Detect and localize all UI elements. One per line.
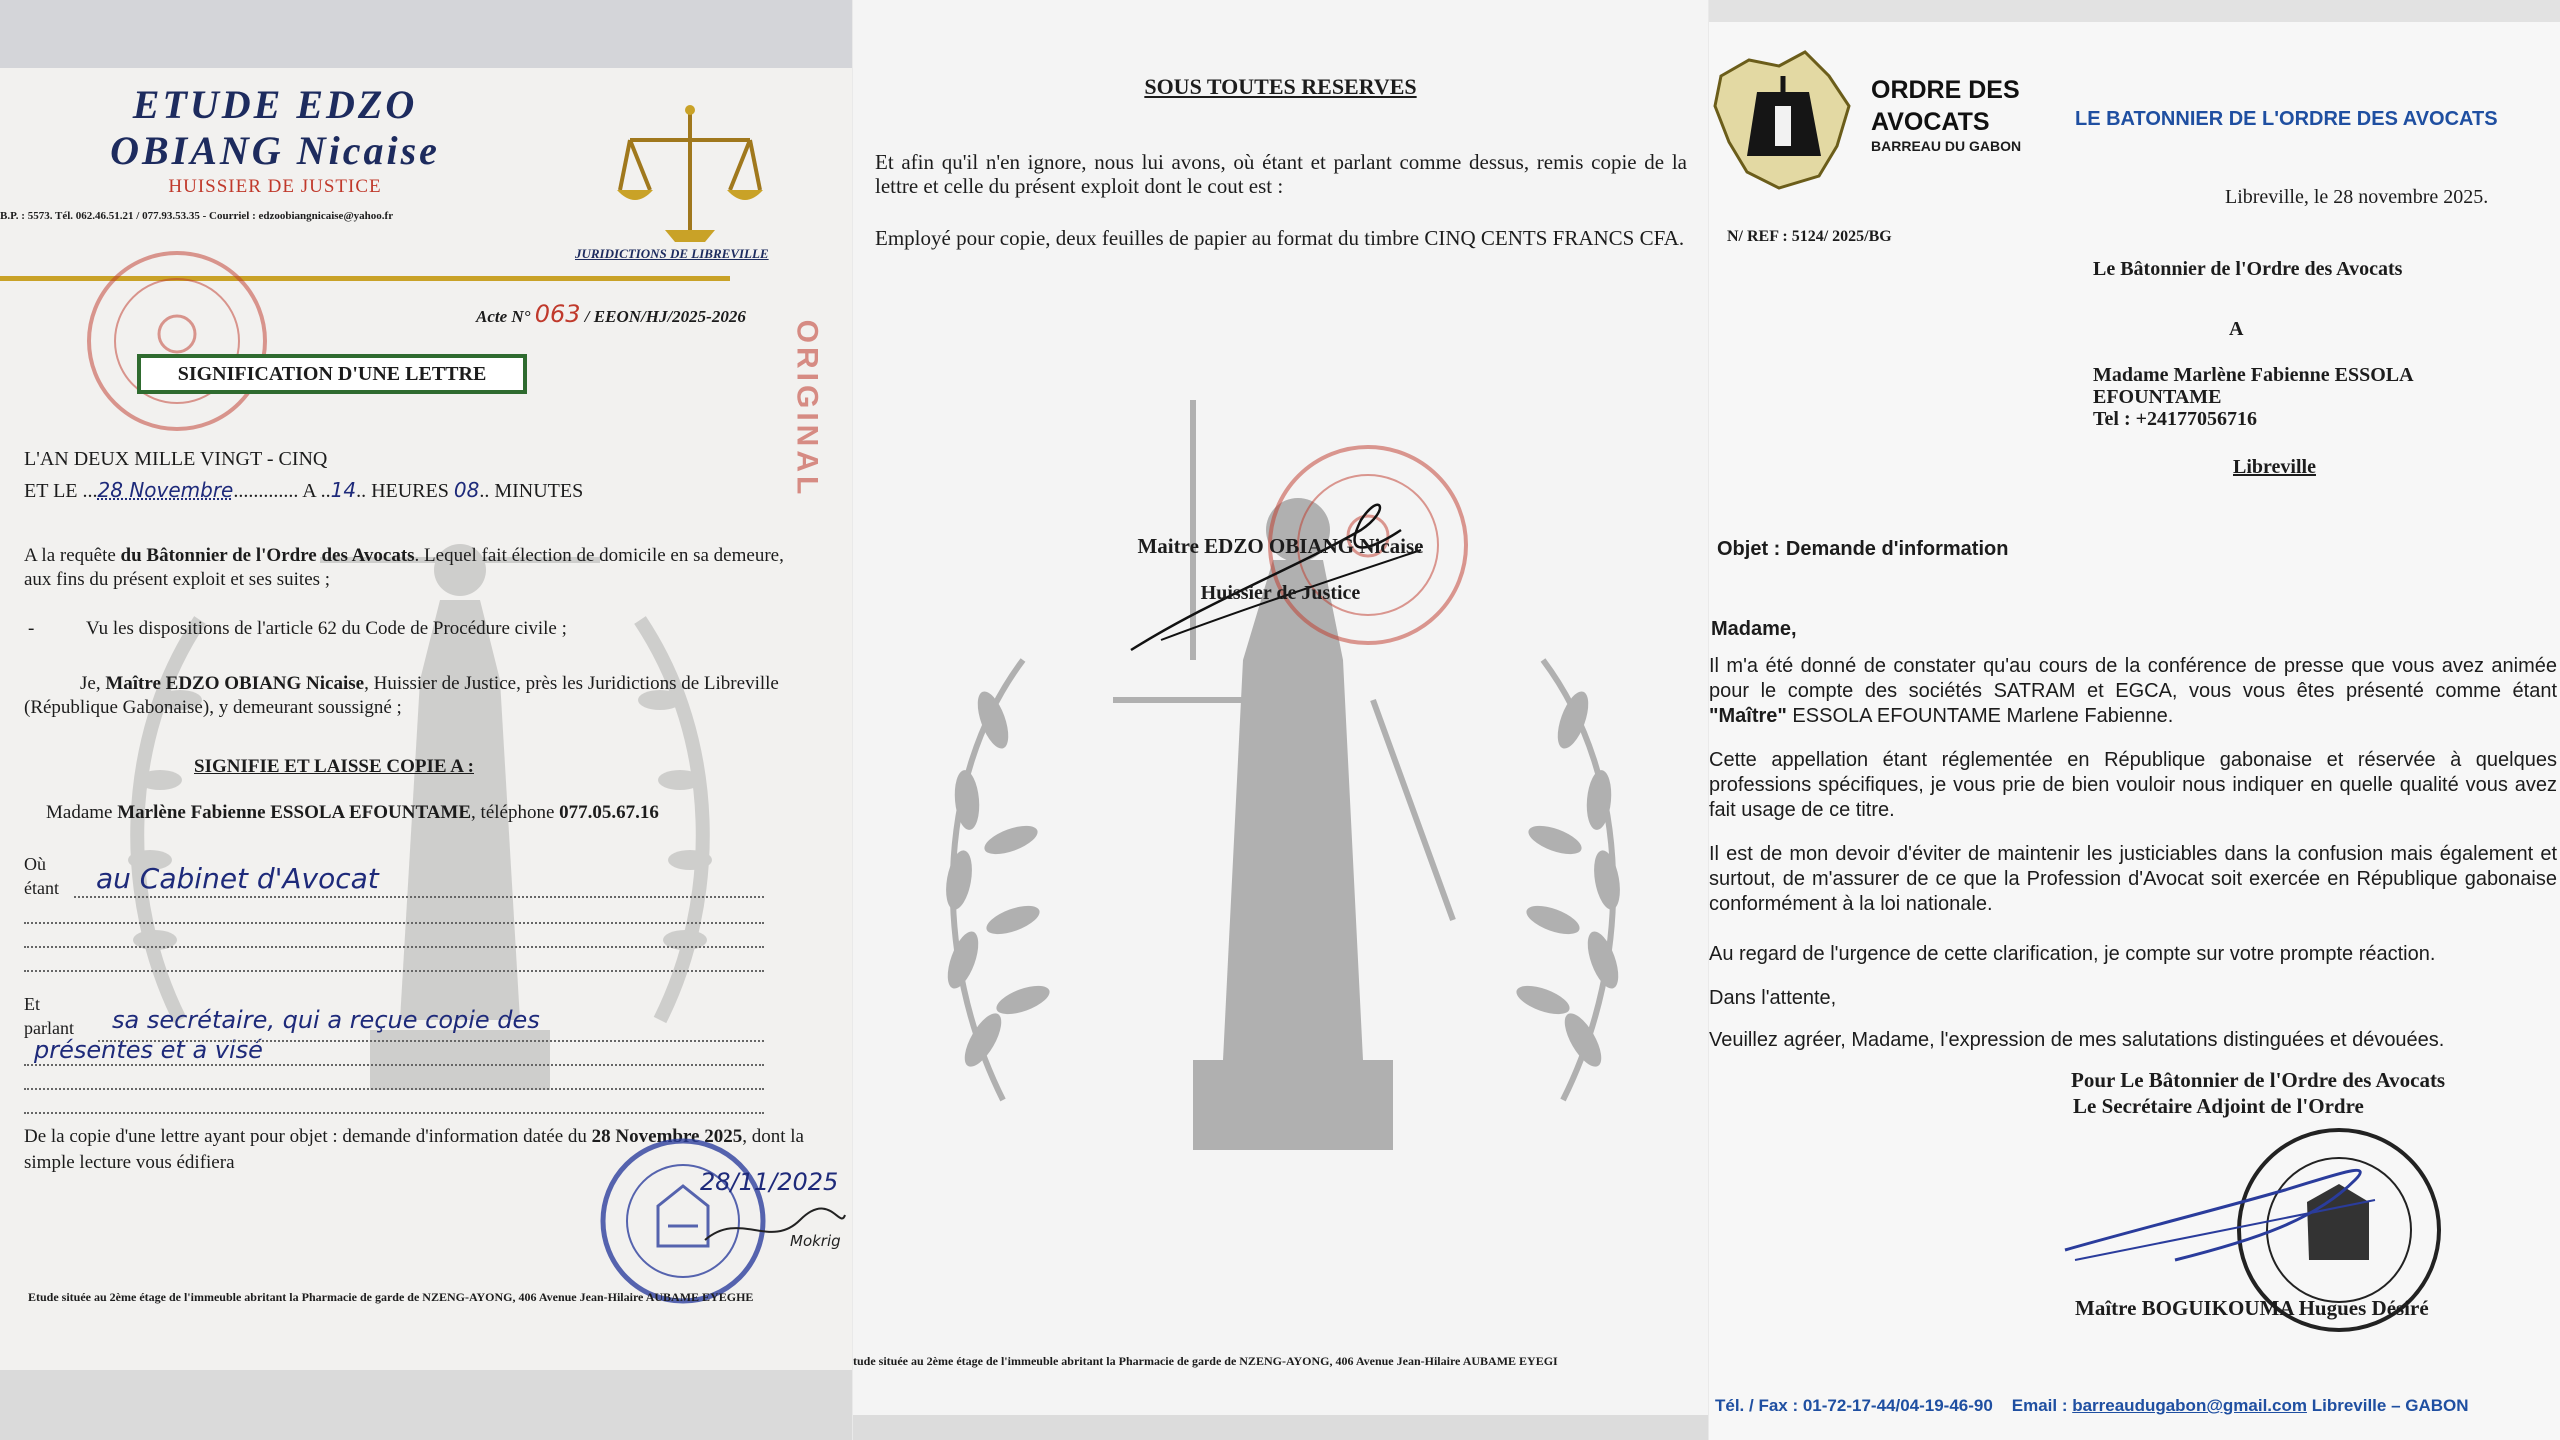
recipient-text-a: Madame	[46, 802, 118, 823]
parlant-label: parlant	[24, 1018, 74, 1038]
original-stamp-text: ORIGINAL	[790, 319, 824, 499]
acte-label: Acte N°	[476, 307, 531, 326]
letterhead-title: LE BATONNIER DE L'ORDRE DES AVOCATS	[2075, 108, 2498, 130]
visa-signature-icon	[700, 1200, 850, 1260]
requete-text-b: du Bâtonnier de l'Ordre des Avocats	[120, 545, 415, 566]
signifie-heading: SIGNIFIE ET LAISSE COPIE A :	[194, 756, 474, 777]
document-title-box: SIGNIFICATION D'UNE LETTRE	[137, 354, 527, 394]
visa-signature-text: Mokrig	[790, 1232, 841, 1250]
red-round-stamp	[82, 246, 272, 436]
scales-logo-icon	[615, 100, 765, 250]
letter-paragraph-1	[1709, 654, 2557, 729]
recipient-phone: 077.05.67.16	[559, 802, 659, 823]
signer-name: Maitre EDZO OBIANG Nicaise	[1137, 534, 1424, 558]
bar-letter-page	[1709, 0, 2560, 1440]
dotted-line	[24, 1088, 764, 1090]
requete-text-a: A la requête	[24, 545, 121, 566]
original-stamp	[765, 319, 825, 499]
reserves-page	[853, 0, 1708, 1440]
bar-association-logo-icon	[1709, 46, 1859, 196]
article-reference: Vu les dispositions de l'article 62 du Code de Procédure civile ;	[86, 618, 567, 639]
letter-p1-a: Il m'a été donné de constater qu'au cours de la conférence de presse que vous avez animée pour le compte des sociétés SATRAM et EGCA, vous vous êtes présenté comme étant	[1709, 655, 2557, 702]
footer-email-label: Email :	[2011, 1396, 2073, 1415]
batonnier-signature-icon	[2055, 1150, 2385, 1270]
letter-paragraph-6: Veuillez agréer, Madame, l'expression de mes salutations distinguées et dévouées.	[1709, 1029, 2445, 1051]
year-line: L'AN DEUX MILLE VINGT - CINQ	[24, 448, 328, 470]
dotted-line	[74, 896, 764, 898]
bullet-dash: -	[28, 618, 35, 639]
reserves-paragraph-1: Et afin qu'il n'en ignore, nous lui avons, où étant et parlant comme dessus, remis copie de la lettre et celle du présent exploit dont le cout est :	[875, 150, 1687, 198]
bailiff-text-c: , Huissier de Justice, près les Juridictions de Libreville (République Gabonaise), y demeurant soussigné ;	[24, 673, 779, 718]
date-line: ET LE ...28 Novembre............. A ..14.. HEURES 08.. MINUTES	[24, 478, 584, 502]
jurisdiction-label: JURIDICTIONS DE LIBREVILLE	[575, 246, 769, 261]
reserves-paragraph-2: Employé pour copie, deux feuilles de papier au format du timbre CINQ CENTS FRANCS CFA.	[875, 226, 1685, 250]
requete-text-c: . Lequel fait élection de domicile en sa demeure, aux fins du présent exploit et ses suites ;	[24, 545, 784, 590]
recipient-phone: Tel : +24177056716	[2093, 408, 2257, 430]
scan-margin	[853, 1415, 1708, 1440]
dotted-line	[98, 1040, 764, 1042]
to-marker: A	[2229, 318, 2244, 340]
et-label: Et	[24, 994, 40, 1014]
etant-handwritten: au Cabinet d'Avocat	[96, 862, 379, 895]
recipient-name-line2: EFOUNTAME	[2093, 386, 2222, 408]
org-name-line2: AVOCATS	[1871, 108, 1990, 136]
dotted-line	[24, 970, 764, 972]
dotted-line	[24, 922, 764, 924]
copie-text-c: , dont la simple lecture vous édifiera	[24, 1126, 804, 1173]
acte-reference: / EEON/HJ/2025-2026	[584, 307, 746, 326]
ou-label: Où	[24, 854, 46, 874]
bailiff-signature-icon	[1121, 490, 1441, 660]
copie-text-a: De la copie d'une lettre ayant pour objet : demande d'information datée du	[24, 1126, 592, 1147]
signature-block-line2: Le Secrétaire Adjoint de l'Ordre	[2073, 1094, 2364, 1118]
org-bar-label: BARREAU DU GABON	[1871, 138, 2022, 154]
letter-paragraph-4: Au regard de l'urgence de cette clarification, je compte sur votre prompte réaction.	[1709, 943, 2436, 965]
letter-paragraph-3: Il est de mon devoir d'éviter de maintenir les justiciables dans la confusion mais également et surtout, de m'assurer de ce que la Profession d'Avocat soit exercée en République gabonaise conformément à la loi nationale.	[1709, 843, 2557, 915]
recipient-city: Libreville	[2233, 456, 2316, 478]
date-prefix: ET LE	[24, 480, 78, 502]
copie-date: 28 Novembre 2025	[591, 1126, 743, 1147]
letter-object: Objet : Demande d'information	[1717, 538, 2009, 560]
firm-name	[0, 82, 550, 174]
signature-block-line1: Pour Le Bâtonnier de l'Ordre des Avocats	[2071, 1068, 2446, 1092]
place-date: Libreville, le 28 novembre 2025.	[2225, 186, 2489, 208]
footer-tel: Tél. / Fax : 01-72-17-44/04-19-46-90	[1715, 1396, 1993, 1415]
recipient-line	[46, 802, 659, 824]
footer-email-link[interactable]: barreaudugabon@gmail.com	[2072, 1396, 2307, 1415]
scan-margin	[0, 0, 852, 68]
date-handwritten: 28 Novembre	[97, 478, 234, 502]
signification-page	[0, 0, 852, 1440]
bailiff-paragraph	[24, 672, 804, 720]
minute-label: MINUTES	[494, 480, 584, 502]
dotted-line	[24, 946, 764, 948]
parlant-handwritten-2: présentes et a visé	[34, 1036, 263, 1064]
firm-contact: B.P. : 5573. Tél. 062.46.51.21 / 077.93.53.35 - Courriel : edzoobiangnicaise@yahoo.fr	[0, 210, 394, 222]
bailiff-text-b: Maître EDZO OBIANG Nicaise	[105, 673, 365, 694]
etant-label: étant	[24, 878, 59, 898]
scan-margin	[1709, 0, 2560, 22]
reference-number: N/ REF : 5124/ 2025/BG	[1727, 228, 1892, 245]
firm-name-line2: OBIANG Nicaise	[110, 128, 440, 173]
letter-paragraph-2: Cette appellation étant réglementée en République gabonaise et réservée à quelques professions spécifiques, je vous prie de bien vouloir nous indiquer en quelle qualité vous avez fait usage de ce titre.	[1709, 749, 2557, 821]
acte-number: 063	[534, 300, 581, 328]
recipient-name: Marlène Fabienne ESSOLA EFOUNTAME	[117, 802, 472, 823]
footer-city: Libreville – GABON	[2306, 1396, 2469, 1415]
org-name-line1: ORDRE DES	[1871, 76, 2020, 104]
hour-handwritten: 14	[330, 478, 357, 502]
letter-footer	[1715, 1396, 2469, 1416]
letter-p1-c: ESSOLA EFOUNTAME Marlene Fabienne.	[1786, 705, 2174, 727]
recipient-text-c: , téléphone	[471, 802, 560, 823]
letter-paragraph-5: Dans l'attente,	[1709, 987, 1837, 1009]
firm-name-line1: ETUDE EDZO	[132, 82, 418, 127]
office-footer: Etude située au 2ème étage de l'immeuble abritant la Pharmacie de garde de NZENG-AYONG, 406 Avenue Jean-Hilaire AUBAME EYEGHE	[28, 1290, 754, 1304]
visa-date-handwritten: 28/11/2025	[700, 1168, 839, 1196]
letter-salutation: Madame,	[1711, 618, 1797, 640]
dotted-line	[24, 1064, 764, 1066]
firm-subtitle: HUISSIER DE JUSTICE	[168, 176, 382, 197]
scan-margin	[0, 1370, 852, 1440]
office-footer: tude située au 2ème étage de l'immeuble abritant la Pharmacie de garde de NZENG-AYONG, 406 Avenue Jean-Hilaire AUBAME EYEGI	[853, 1354, 1558, 1368]
minute-handwritten: 08	[453, 478, 480, 502]
hour-prefix: A	[302, 480, 316, 502]
sender-title: Le Bâtonnier de l'Ordre des Avocats	[2093, 258, 2403, 280]
parlant-handwritten-1: sa secrétaire, qui a reçue copie des	[112, 1006, 540, 1034]
signer-title: Huissier de Justice	[1200, 582, 1361, 604]
acte-line	[476, 300, 746, 328]
signer-name: Maître BOGUIKOUMA Hugues Désiré	[2075, 1296, 2429, 1320]
hour-label: HEURES	[371, 480, 449, 502]
recipient-block	[2093, 364, 2414, 430]
bailiff-text-a: Je,	[80, 673, 106, 694]
recipient-name-line1: Madame Marlène Fabienne ESSOLA	[2093, 364, 2414, 386]
reserves-heading: SOUS TOUTES RESERVES	[1144, 74, 1417, 99]
org-name	[1871, 74, 2020, 138]
dotted-line	[24, 1112, 764, 1114]
requete-paragraph	[24, 544, 804, 592]
letter-p1-b: "Maître"	[1709, 705, 1787, 727]
